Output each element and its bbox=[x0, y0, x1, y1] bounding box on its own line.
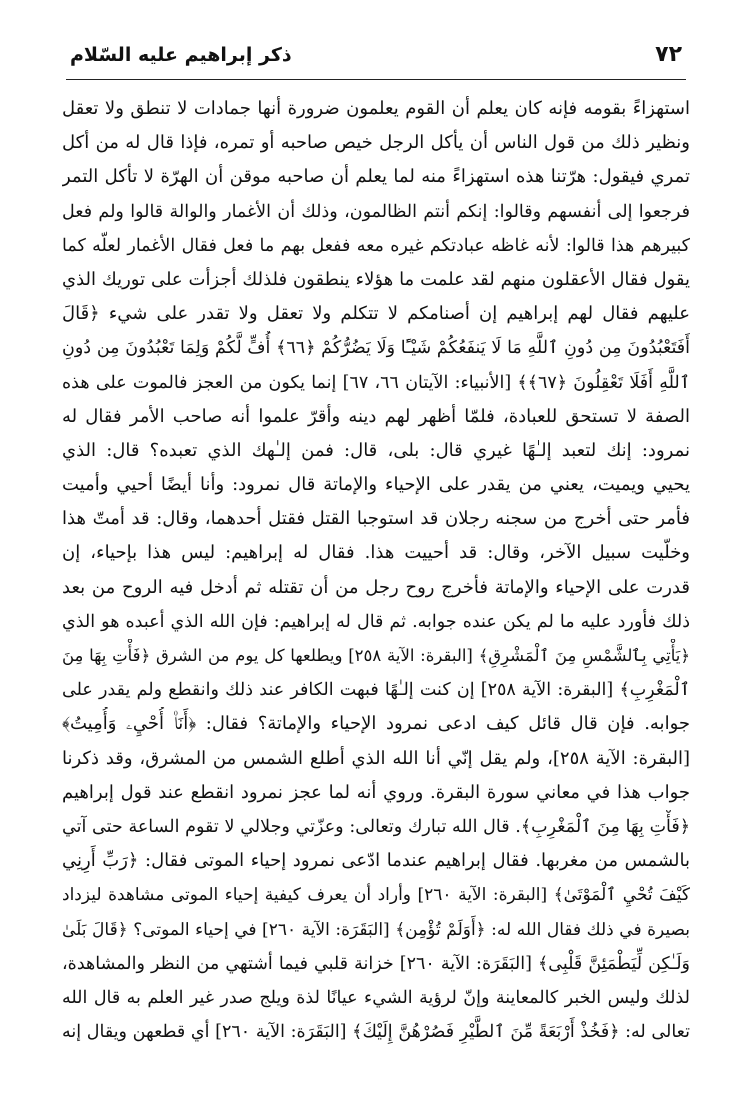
text-line: تمري فيقول: هرّتنا هذه استهزاءً منه لما يعلم أن صاحبه موقن أن الهرّة لا تأكل التمر bbox=[62, 166, 690, 188]
text-line: يقول فقال الأعقلون منهم لقد علمت ما هؤلاء ينطقون فلذلك أجزأت على توريك الذي bbox=[62, 268, 690, 290]
text-line: قدرت على الإحياء والإماتة فأخرج روح رجل من أن تقتله ثم أدخل فيه الروح من بعد bbox=[62, 576, 690, 598]
text-line: تعالى له: ﴿فَخُذْ أَرْبَعَةً مِّنَ ٱلطَّيْرِ فَصُرْهُنَّ إِلَيْكَ﴾ [البَقَرَة: الآية ٢٦٠] أي قطعهن ويقال إنه bbox=[62, 1022, 690, 1043]
text-line: كَيْفَ تُحْيِ ٱلْمَوْتَىٰ﴾ [البقرة: الآية ٢٦٠] وأراد أن يعرف كيفية إحياء الموتى مشاهدة ليزداد bbox=[62, 885, 690, 906]
text-line: عليهم فقال لهم إبراهيم إن أصنامكم لا تتكلم ولا تعقل ولا تقدر على شيء ﴿قَالَ bbox=[62, 303, 690, 325]
text-line: جوابه. فإن قال قائل كيف ادعى نمرود الإحياء والإماتة؟ فقال: ﴿أَنَا۠ أُحْيِۦ وَأُمِيتُ﴾ bbox=[62, 713, 690, 735]
text-line: وخلّيت سبيل الآخر، وقال: قد أحييت هذا. فقال له إبراهيم: ليس هذا بإحياء، إن bbox=[62, 542, 690, 564]
text-line: لذلك وليس الخبر كالمعاينة وإنّ لرؤية الشيء عيانًا لذة ويلج صدر غير العلم به قال الله bbox=[62, 987, 690, 1008]
text-line: نمرود: إنك لتعبد إلـٰهًا غيري قال: بلى، قال: فمن إلـٰهك الذي تعبده؟ قال: الذي bbox=[62, 439, 690, 461]
header-rule bbox=[66, 79, 686, 80]
text-line: الصفة لا تستحق للعبادة، فلمّا أظهر لهم دينه وأقرّ علموا أنه صاحب الأمر فقال له bbox=[62, 405, 690, 427]
text-line: ٱلْمَغْرِبِ﴾ [البقرة: الآية ٢٥٨] إن كنت إلـٰهًا فبهت الكافر عند ذلك وانقطع ولم يقدر على bbox=[62, 680, 690, 701]
running-title: ذكر إبراهيم عليه السّلام bbox=[70, 44, 292, 66]
text-line: كبيرهم هذا قالوا: لأنه غاظه عبادتكم غيره معه ففعل بهم ما فعل فقال الأغمار لعلّه كما bbox=[62, 235, 690, 256]
text-line: ﴿فَأْتِ بِهَا مِنَ ٱلْمَغْرِبِ﴾. قال الله تبارك وتعالى: وعزّتي وجلالي لا تقوم الساعة حتى آتي bbox=[62, 816, 690, 837]
text-line: فرجعوا إلى أنفسهم وقالوا: إنكم أنتم الظالمون، وذلك أن الأغمار والوالة قالوا ولم فعل bbox=[62, 201, 690, 222]
text-line: وَلَـٰكِن لِّيَطْمَئِنَّ قَلْبِى﴾ [البَقَرَة: الآية ٢٦٠] خزانة قلبي فيما أشتهي من النظر والمشاهدة، bbox=[62, 953, 690, 974]
page-number: ٧٢ bbox=[655, 42, 682, 67]
body-text bbox=[62, 92, 690, 1049]
text-line: يحيي ويميت، يعني من يقدر على الإحياء والإماتة قال نمرود: وأنا أيضًا أحيي وأميت bbox=[62, 474, 690, 496]
text-line: ذلك فأورد عليه ما لم يكن عنده جوابه. ثم قال له إبراهيم: فإن الله الذي أعبده هو الذي bbox=[62, 611, 690, 632]
text-line: استهزاءً بقومه فإنه كان يعلم أن القوم يعلمون ضرورة أنها جمادات لا تنطق ولا تعقل bbox=[62, 98, 690, 119]
text-line: ونظير ذلك من قول الناس أن يأكل الرجل خيص صاحبه أو تمره، فإذا قال له من أكل bbox=[62, 132, 690, 154]
page-header bbox=[66, 38, 686, 78]
text-line: ٱللَّهِ أَفَلَا تَعْقِلُونَ ﴿٦٧﴾﴾ [الأنبياء: الآيتان ٦٦، ٦٧] إنما يكون من العجز فالموت على هذه bbox=[62, 372, 690, 393]
text-line: بالشمس من مغربها. فقال إبراهيم عندما ادّعى نمرود إحياء الموتى فقال: ﴿رَبِّ أَرِنِي bbox=[62, 850, 690, 872]
text-line: [البقرة: الآية ٢٥٨]، ولم يقل إنّي أنا الله الذي أطلع الشمس من المشرق، وقد ذكرنا bbox=[62, 747, 690, 769]
text-line: أَفَتَعْبُدُونَ مِن دُونِ ٱللَّهِ مَا لَا يَنفَعُكُمْ شَيْـًٔا وَلَا يَضُرُّكُمْ ﴿٦٦﴾ أُفٍّ لَّكُمْ وَلِمَا تَعْبُدُونَ مِن دُونِ bbox=[62, 338, 690, 359]
text-line: ﴿يَأْتِي بِٱلشَّمْسِ مِنَ ٱلْمَشْرِقِ﴾ [البقرة: الآية ٢٥٨] ويطلعها كل يوم من الشرق ﴿فَأْتِ بِهَا مِنَ bbox=[62, 646, 690, 665]
text-line: جواب هذا في معاني سورة البقرة. وروي أنه لما عجز نمرود انقطع عند قول إبراهيم bbox=[62, 781, 690, 803]
text-line: بصيرة في ذلك فقال الله له: ﴿أَوَلَمْ تُؤْمِن﴾ [البَقَرَة: الآية ٢٦٠] في إحياء الموتى؟ ﴿قَالَ بَلَىٰ bbox=[62, 919, 690, 940]
text-line: فأمر حتى أخرج من سجنه رجلان قد استوجبا القتل فقتل أحدهما، وقال: قد أمتّ هذا bbox=[62, 508, 690, 530]
